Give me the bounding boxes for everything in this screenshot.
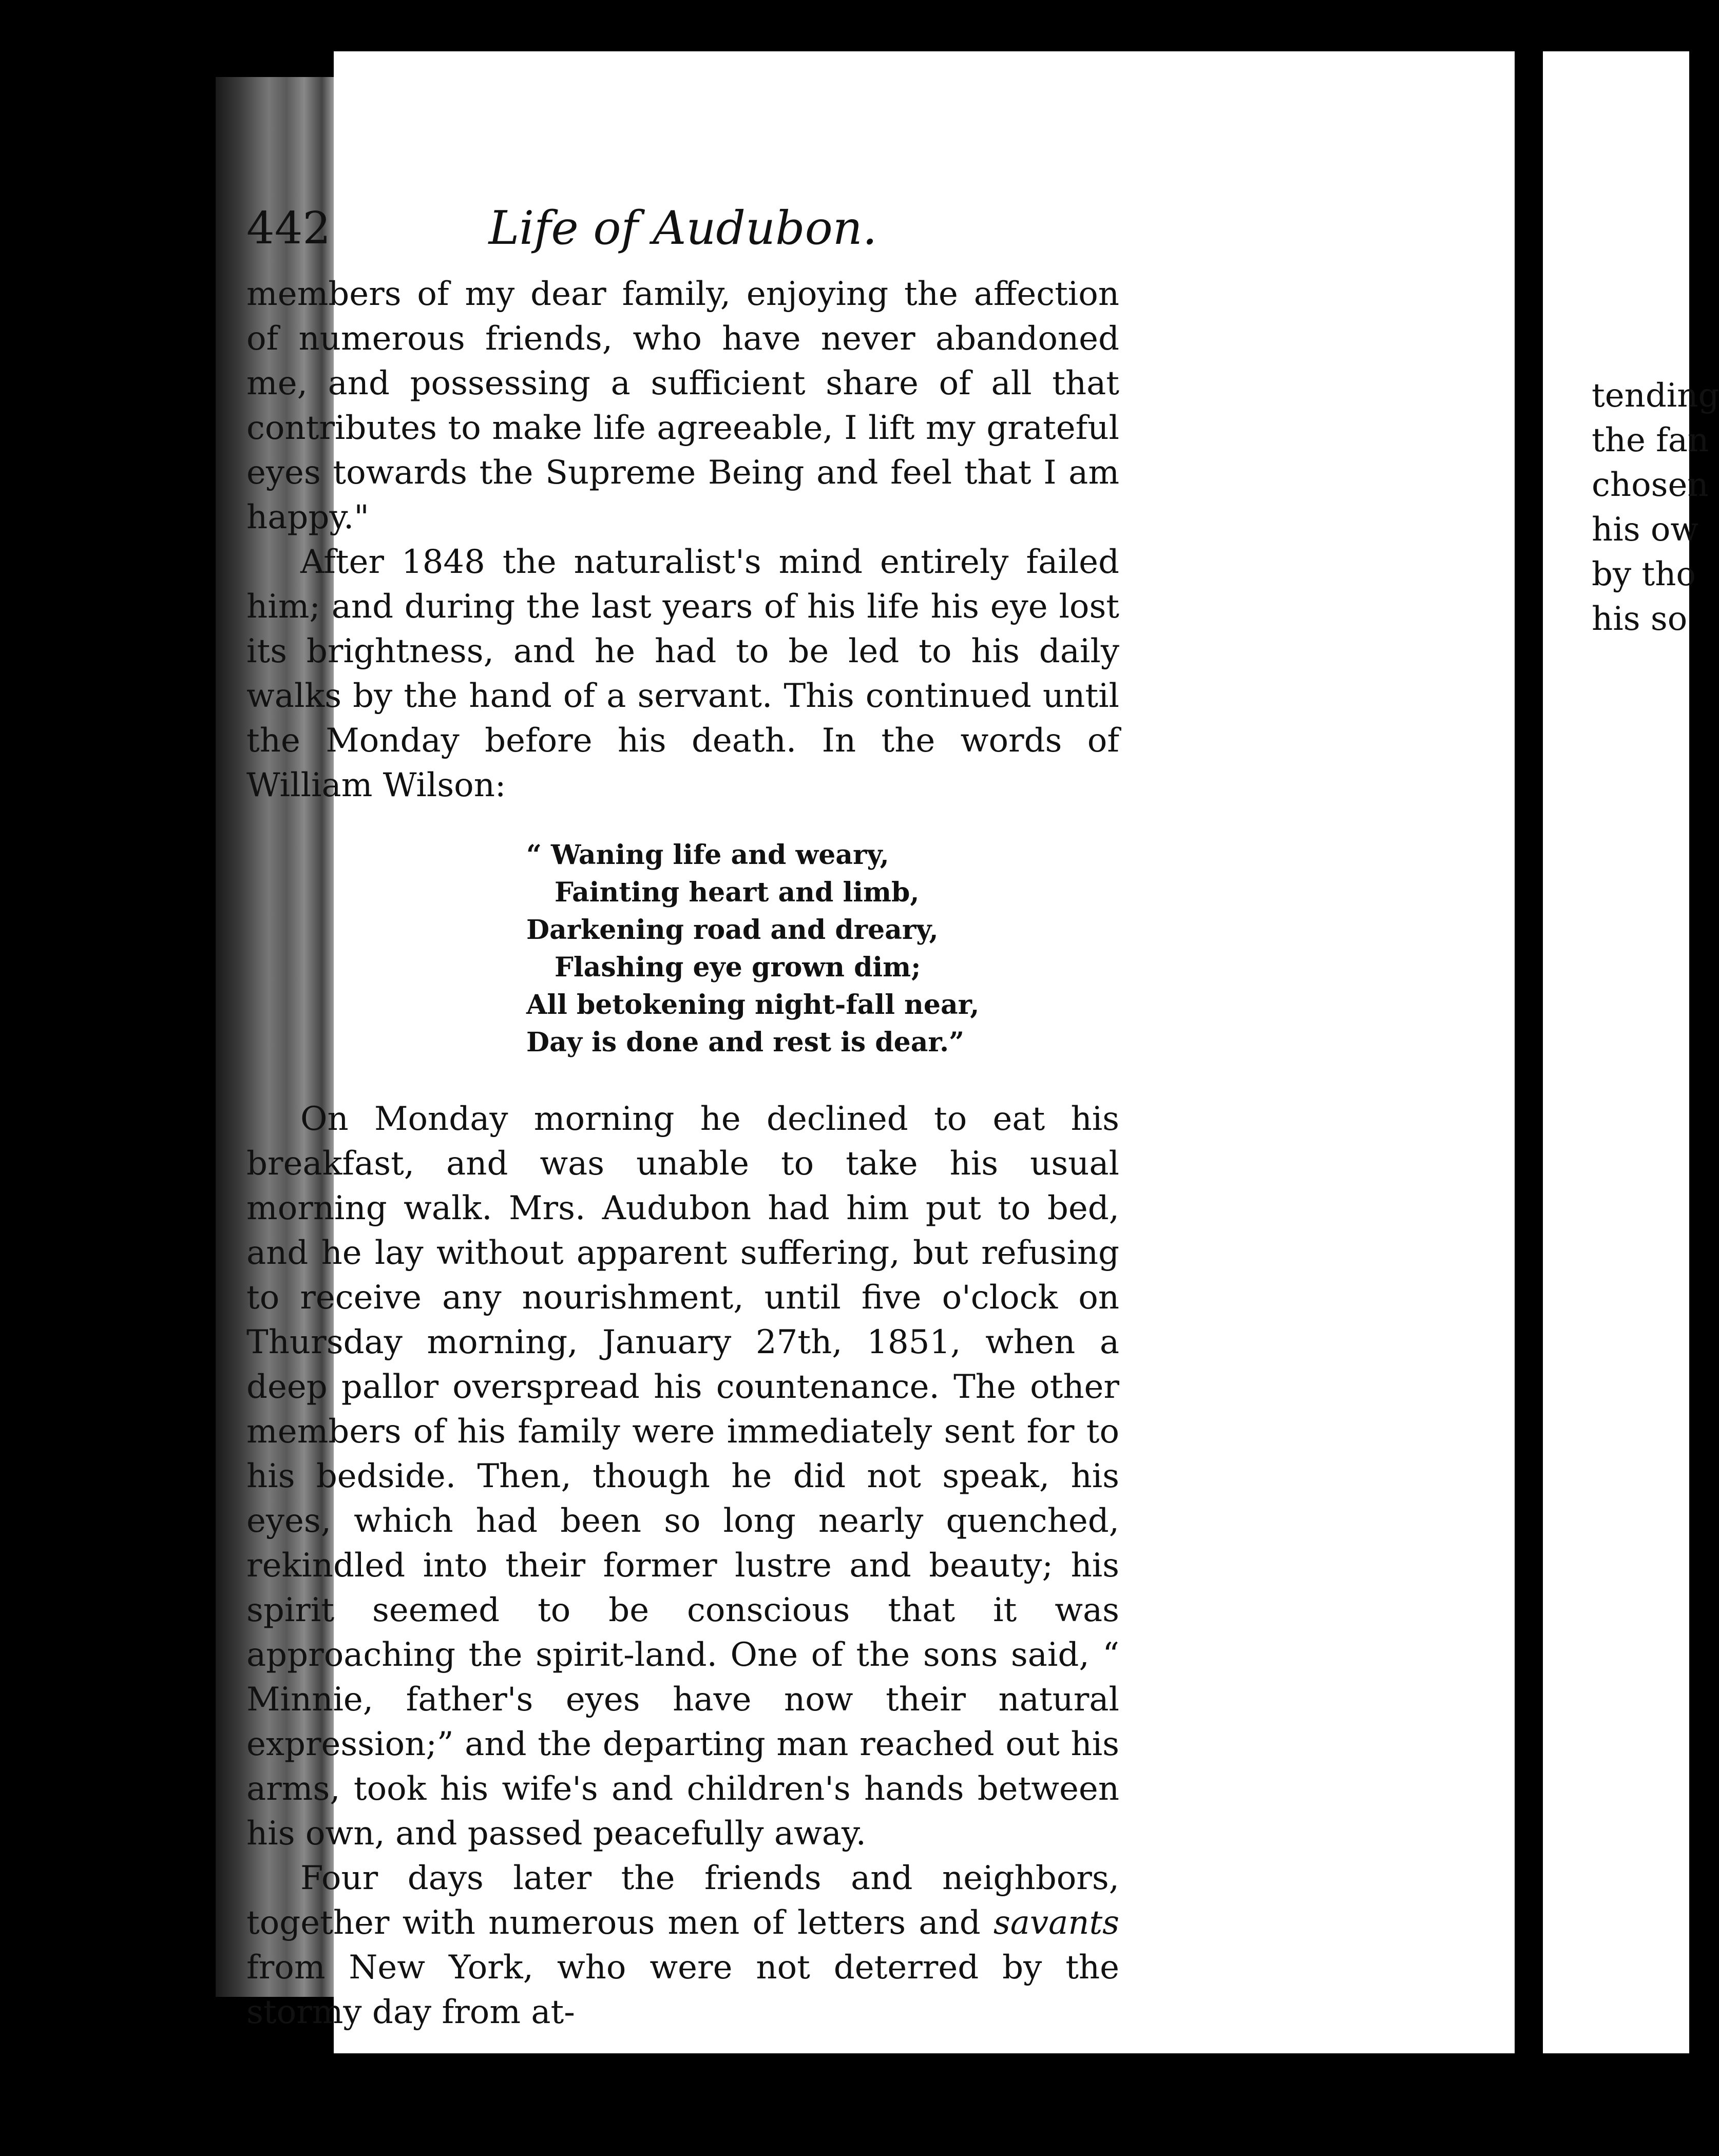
poem-quote — [526, 836, 1119, 1061]
page-number: 442 — [246, 203, 331, 254]
page-header — [246, 190, 1119, 267]
opposite-line: chosen — [1592, 466, 1709, 504]
paragraph-2: After 1848 the naturalist's mind entirely failed him; and during the last years of his life his eye lost its brightness, and he had to be led to his daily walks by the hand of a servant. This continued until the Monday before his death. In the words of William Wilson: — [246, 543, 1119, 804]
opposite-line: tending — [1592, 377, 1719, 415]
paragraph-3: On Monday morning he declined to eat his breakfast, and was unable to take his usual morning walk. Mrs. Audubon had him put to bed, and he lay without apparent suffering, but refusing to receive any nourishment, until five o'clock on Thursday morning, January 27th, 1851, when a deep pallor overspread his countenance. The other members of his family were immediately sent for to his bedside. Then, though he did not speak, his eyes, which had been so long nearly quenched, rekindled into their former lustre and beauty; his spirit seemed to be conscious that it was approaching the spirit-land. One of the sons said, “ Minnie, father's eyes have now their natural expression;” and the departing man reached out his arms, took his wife's and children's hands between his own, and passed peacefully away. — [246, 1100, 1119, 1853]
paragraph-1: members of my dear family, enjoying the affection of numerous friends, who have never abandoned me, and possessing a sufficient share of all that contributes to make life agreeable, I lift my grateful eyes towards the Supreme Being and feel that I am happy." — [246, 275, 1119, 536]
poem-line: Darkening road and dreary, — [526, 914, 939, 946]
paragraph-4 — [246, 1856, 1119, 2035]
running-head: Life of Audubon. — [488, 201, 877, 255]
poem-line: Fainting heart and limb, — [555, 877, 920, 908]
book-page-right — [1543, 51, 1719, 2053]
opposite-line: by tho — [1592, 555, 1696, 593]
poem-line: Flashing eye grown dim; — [555, 952, 921, 983]
opposite-line: his ow — [1592, 511, 1699, 549]
main-text — [246, 272, 1119, 2035]
paragraph-4-text-a: Four days later the friends and neighbors, together with numerous men of letters and — [246, 1859, 1119, 1942]
poem-line: Day is done and rest is dear.” — [526, 1027, 965, 1058]
opposite-page-text — [1592, 374, 1719, 642]
paragraph-4-italic: savants — [993, 1904, 1119, 1942]
opposite-line: the fan — [1592, 421, 1709, 459]
opposite-line: his so — [1592, 600, 1688, 638]
poem-line: “ Waning life and weary, — [526, 839, 889, 871]
paragraph-4-text-b: from New York, who were not deterred by the stormy day from at- — [246, 1949, 1119, 2031]
poem-line: All betokening night-fall near, — [526, 989, 980, 1021]
